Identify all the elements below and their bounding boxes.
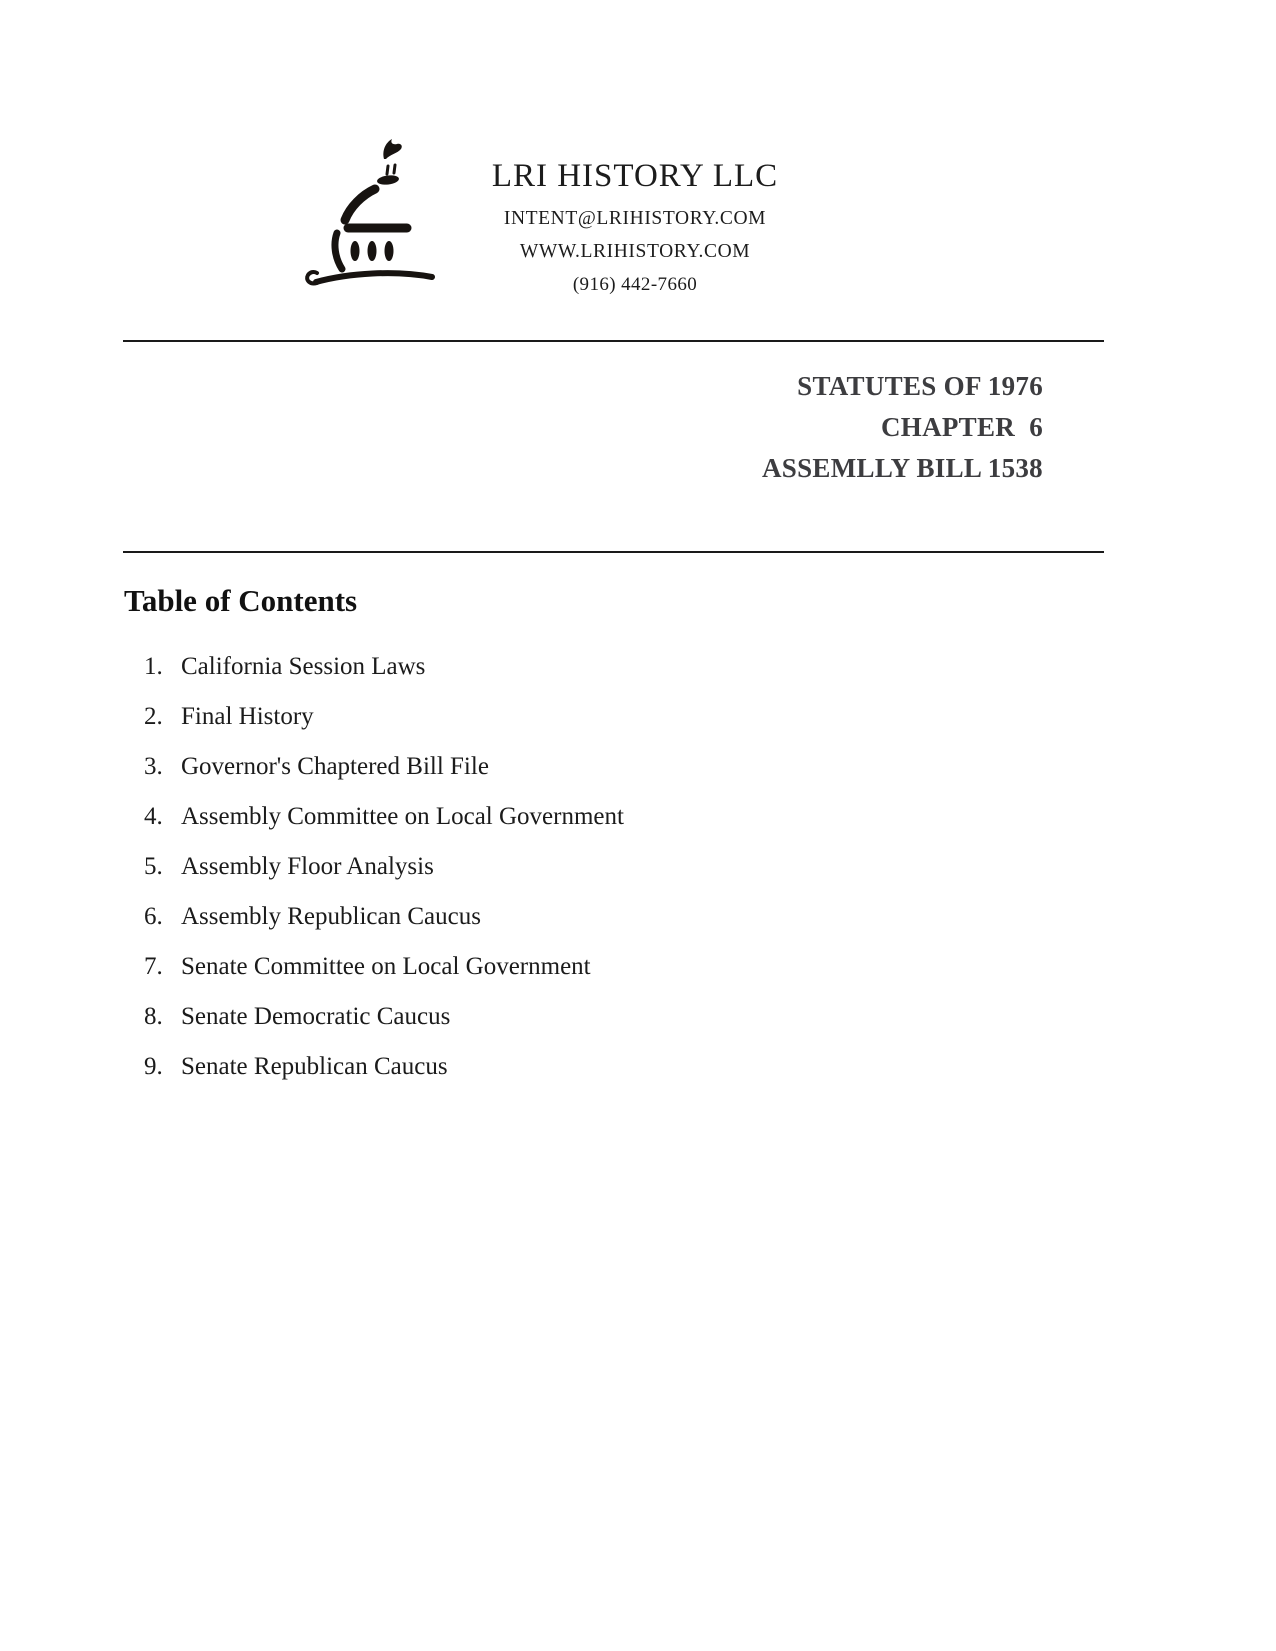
toc-item bbox=[124, 1002, 1104, 1032]
statute-reference bbox=[762, 366, 1043, 489]
toc-item bbox=[124, 952, 1104, 982]
capitol-dome-logo-icon bbox=[299, 131, 449, 289]
toc-item bbox=[124, 902, 1104, 932]
toc-item-label: California Session Laws bbox=[181, 653, 426, 680]
company-email: INTENT@LRIHISTORY.COM bbox=[503, 208, 767, 229]
toc-item bbox=[124, 652, 1104, 682]
toc-item-number: 3. bbox=[144, 753, 163, 780]
toc-item bbox=[124, 702, 1104, 732]
company-name: LRI HISTORY LLC bbox=[491, 158, 779, 194]
divider-bottom bbox=[123, 551, 1104, 553]
company-website: WWW.LRIHISTORY.COM bbox=[519, 241, 751, 262]
toc-list bbox=[124, 652, 1104, 1082]
toc-item-label: Senate Democratic Caucus bbox=[181, 1003, 451, 1030]
toc-item-number: 2. bbox=[144, 703, 163, 730]
toc-item-number: 7. bbox=[144, 953, 163, 980]
toc-item-label: Assembly Committee on Local Government bbox=[181, 803, 624, 830]
toc-item-number: 6. bbox=[144, 903, 163, 930]
toc-item-label: Assembly Floor Analysis bbox=[181, 853, 434, 880]
table-of-contents bbox=[124, 585, 1104, 1102]
statute-line-statutes-of: STATUTES OF 1976 bbox=[797, 371, 1043, 401]
letterhead bbox=[470, 158, 800, 301]
toc-item-number: 8. bbox=[144, 1003, 163, 1030]
toc-item-label: Assembly Republican Caucus bbox=[181, 903, 481, 930]
toc-item bbox=[124, 852, 1104, 882]
toc-item bbox=[124, 1052, 1104, 1082]
toc-item-number: 9. bbox=[144, 1053, 163, 1080]
toc-item-label: Governor's Chaptered Bill File bbox=[181, 753, 489, 780]
toc-item bbox=[124, 802, 1104, 832]
toc-item-number: 5. bbox=[144, 853, 163, 880]
toc-item-number: 1. bbox=[144, 653, 163, 680]
toc-title: Table of Contents bbox=[124, 583, 358, 618]
toc-item-label: Senate Republican Caucus bbox=[181, 1053, 448, 1080]
toc-item-label: Senate Committee on Local Government bbox=[181, 953, 591, 980]
toc-item-label: Final History bbox=[181, 703, 314, 730]
company-phone: (916) 442-7660 bbox=[572, 274, 698, 295]
statute-line-chapter: CHAPTER 6 bbox=[880, 412, 1043, 442]
divider-top bbox=[123, 340, 1104, 342]
statute-line-assembly-bill: ASSEMLLY BILL 1538 bbox=[761, 453, 1043, 483]
toc-item-number: 4. bbox=[144, 803, 163, 830]
toc-item bbox=[124, 752, 1104, 782]
